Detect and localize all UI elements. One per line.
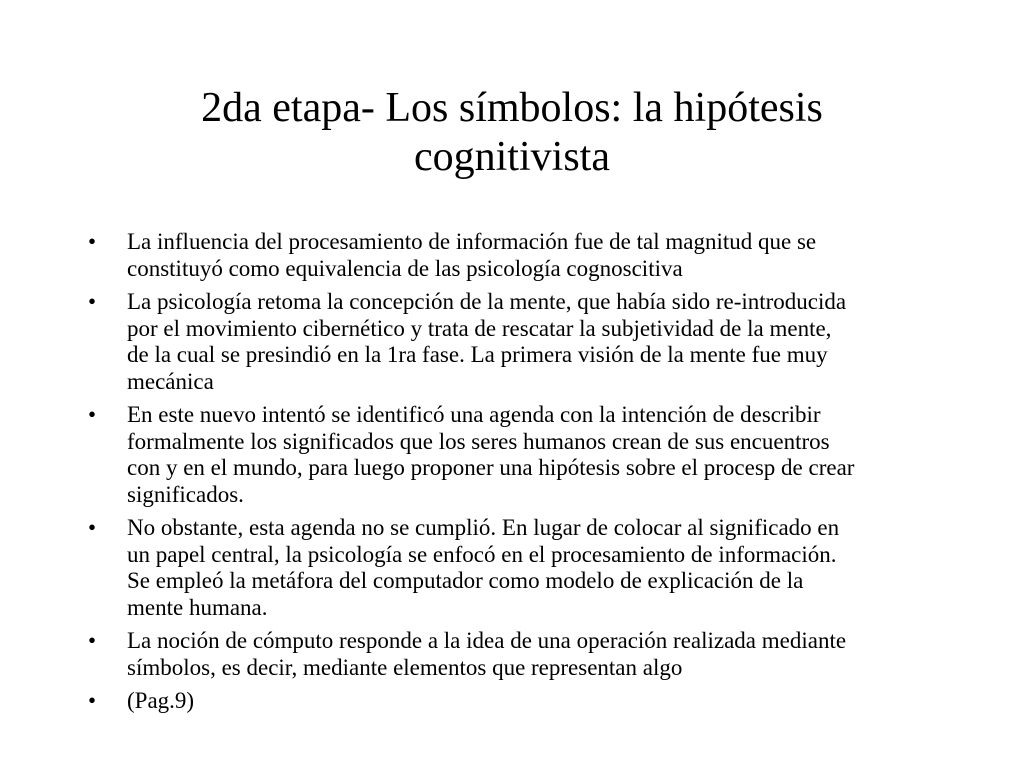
bullet-dot-icon: • xyxy=(87,688,97,713)
bullet-line: constituyó como equivalencia de las psicología cognoscitiva xyxy=(127,255,683,281)
bullet-item-4 xyxy=(82,515,962,621)
bullet-line: con y en el mundo, para luego proponer una hipótesis sobre el procesp de crear xyxy=(127,455,855,480)
bullet-line: mente humana. xyxy=(127,594,268,620)
slide-title xyxy=(112,84,912,182)
bullet-dot-icon: • xyxy=(87,515,97,540)
bullet-line: La psicología retoma la concepción de la mente, que había sido re-introducida xyxy=(127,289,847,314)
bullet-line: de la cual se presindió en la 1ra fase. La primera visión de la mente fue muy xyxy=(127,342,828,367)
bullet-dot-icon: • xyxy=(87,402,97,427)
bullet-line: (Pag.9) xyxy=(127,688,195,713)
bullet-text xyxy=(127,688,962,715)
slide-title-line-2: cognitivista xyxy=(414,134,610,180)
bullet-dot-icon: • xyxy=(87,628,97,653)
bullet-text xyxy=(127,289,962,395)
bullet-line: formalmente los significados que los seres humanos crean de sus encuentros xyxy=(127,428,830,454)
bullet-item-6 xyxy=(82,688,962,715)
bullet-item-1 xyxy=(82,229,962,282)
bullet-line: Se empleó la metáfora del computador como modelo de explicación de la xyxy=(127,568,804,593)
bullet-item-2 xyxy=(82,289,962,395)
bullet-line: mecánica xyxy=(127,368,214,394)
bullet-text xyxy=(127,229,962,282)
bullet-line: significados. xyxy=(127,481,244,507)
bullet-line: En este nuevo intentó se identificó una agenda con la intención de describir xyxy=(127,402,821,427)
bullet-list xyxy=(82,229,962,722)
bullet-text xyxy=(127,628,962,681)
bullet-line: No obstante, esta agenda no se cumplió. En lugar de colocar al significado en xyxy=(127,515,840,540)
bullet-line: La noción de cómputo responde a la idea de una operación realizada mediante xyxy=(127,628,847,653)
bullet-dot-icon: • xyxy=(87,289,97,314)
bullet-line: un papel central, la psicología se enfocó en el procesamiento de información. xyxy=(127,541,837,567)
bullet-item-3 xyxy=(82,402,962,508)
bullet-text xyxy=(127,402,962,508)
bullet-dot-icon: • xyxy=(87,229,97,254)
slide-title-line-1: 2da etapa- Los símbolos: la hipótesis xyxy=(201,85,823,131)
bullet-line: símbolos, es decir, mediante elementos que representan algo xyxy=(127,654,683,680)
bullet-line: La influencia del procesamiento de información fue de tal magnitud que se xyxy=(127,229,817,254)
bullet-line: por el movimiento cibernético y trata de rescatar la subjetividad de la mente, xyxy=(127,315,832,341)
bullet-text xyxy=(127,515,962,621)
bullet-item-5 xyxy=(82,628,962,681)
